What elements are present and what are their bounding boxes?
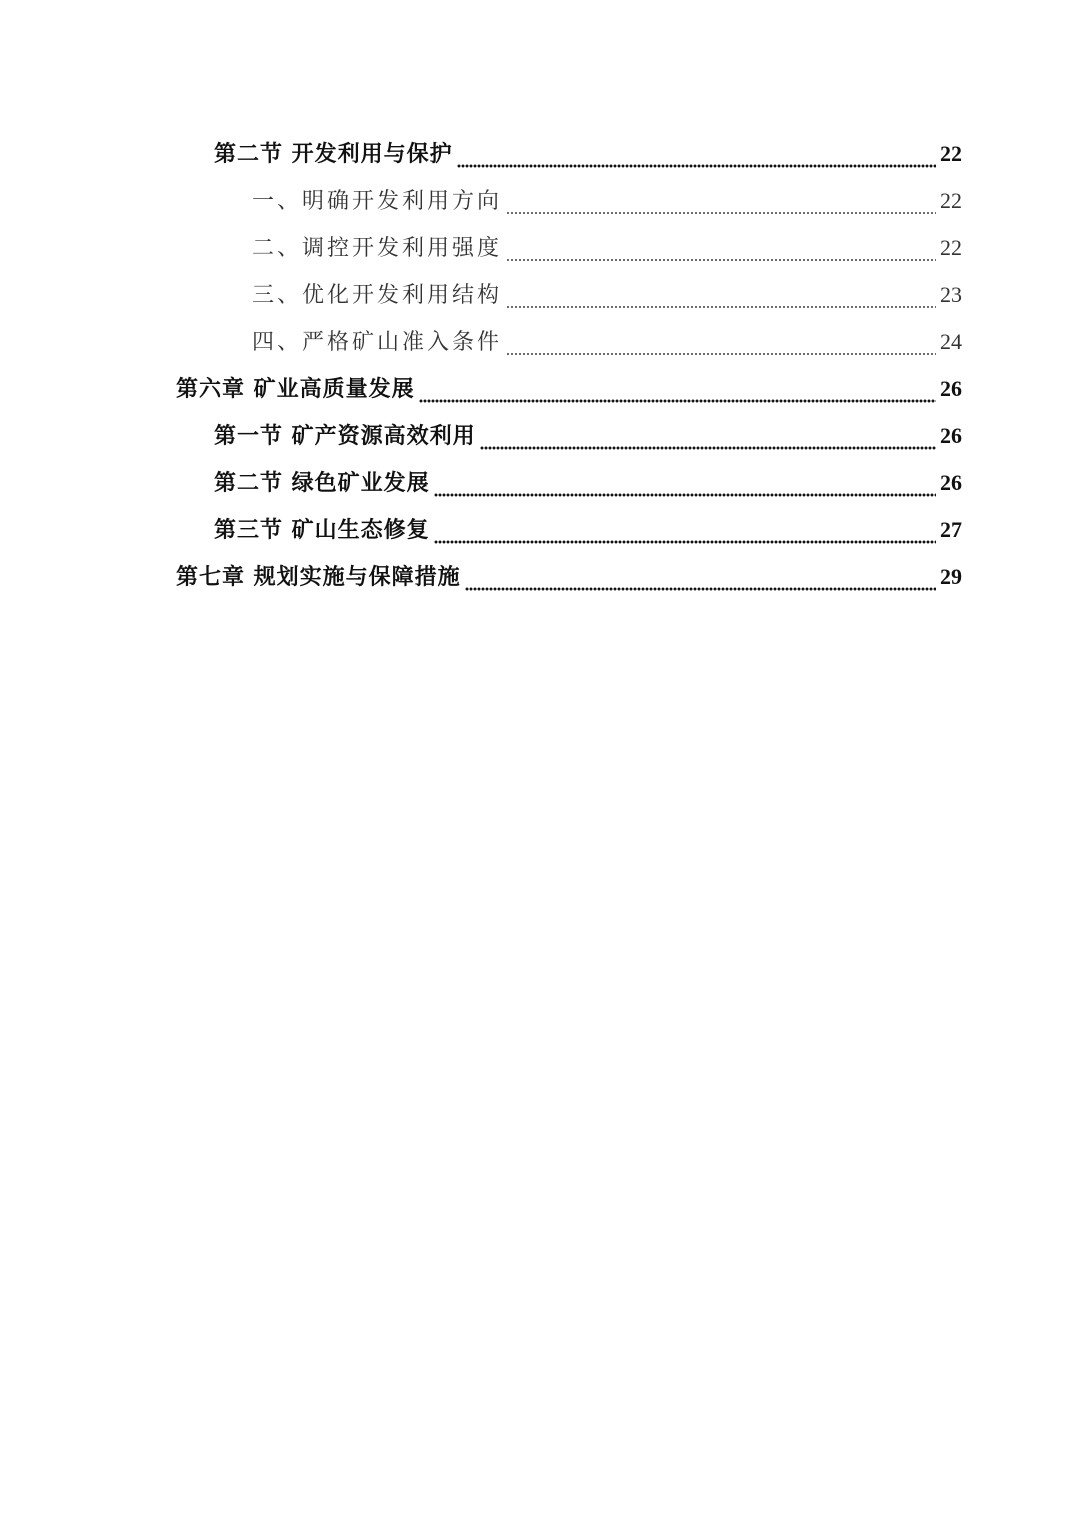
toc-dot-leader (506, 258, 936, 262)
toc-entry-subsection[interactable] (252, 184, 962, 224)
toc-entry-section[interactable] (214, 513, 962, 553)
toc-entry-title: 四、严格矿山准入条件 (252, 330, 503, 355)
toc-entry-title: 第一节 矿产资源高效利用 (214, 423, 476, 449)
toc-entry-title: 第六章 矿业高质量发展 (176, 376, 415, 402)
toc-entry-section[interactable] (214, 419, 962, 459)
toc-entry-section[interactable] (214, 466, 962, 506)
toc-entry-title: 第二节 绿色矿业发展 (214, 470, 430, 496)
toc-dot-leader (434, 493, 936, 497)
toc-dot-leader (506, 305, 936, 309)
toc-entry-title: 二、调控开发利用强度 (252, 236, 503, 261)
toc-entry-title: 一、明确开发利用方向 (252, 189, 503, 214)
toc-dot-leader (465, 587, 936, 591)
toc-entry-title: 第三节 矿山生态修复 (214, 517, 430, 543)
toc-dot-leader (506, 211, 936, 215)
toc-entry-title: 第二节 开发利用与保护 (214, 141, 453, 167)
toc-page-number: 23 (940, 282, 962, 307)
toc-entry-title: 第七章 规划实施与保障措施 (176, 564, 461, 590)
toc-page-number: 26 (940, 470, 962, 495)
toc-page-number: 27 (940, 517, 962, 542)
toc-entry-subsection[interactable] (252, 231, 962, 271)
toc-page-number: 22 (940, 188, 962, 213)
toc-dot-leader (506, 352, 936, 356)
toc-page-number: 24 (940, 329, 962, 354)
toc-dot-leader (419, 399, 936, 403)
toc-entry-section[interactable] (214, 137, 962, 177)
toc-entry-title: 三、优化开发利用结构 (252, 283, 503, 308)
toc-page-number: 22 (940, 235, 962, 260)
toc-entry-subsection[interactable] (252, 278, 962, 318)
toc-page-number: 26 (940, 376, 962, 401)
toc-page-number: 29 (940, 564, 962, 589)
toc-page-number: 26 (940, 423, 962, 448)
toc-dot-leader (480, 446, 936, 450)
toc-entry-chapter[interactable] (176, 372, 962, 412)
toc-dot-leader (434, 540, 936, 544)
toc-page-number: 22 (940, 141, 962, 166)
toc-entry-chapter[interactable] (176, 560, 962, 600)
toc-dot-leader (457, 164, 936, 168)
toc-entry-subsection[interactable] (252, 325, 962, 365)
